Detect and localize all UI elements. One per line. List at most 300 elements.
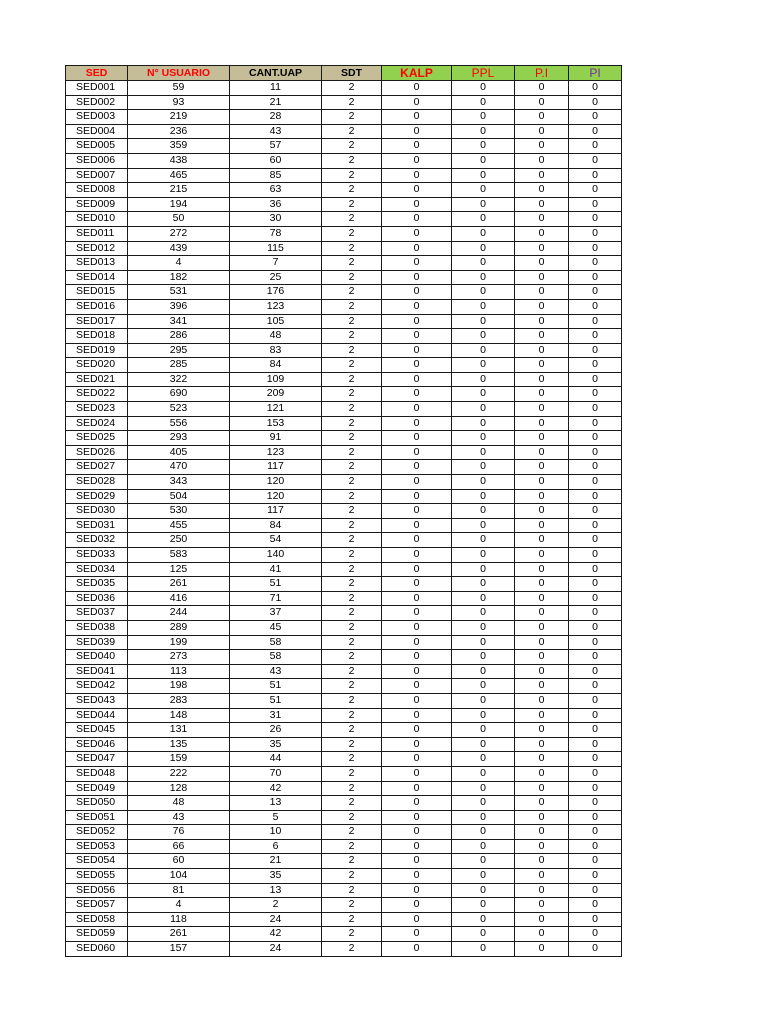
ppl-cell: 0 (452, 898, 515, 913)
pi-cell: 0 (569, 168, 622, 183)
ppl-cell: 0 (452, 752, 515, 767)
cant-uap-cell: 13 (230, 883, 322, 898)
cant-uap-cell: 63 (230, 183, 322, 198)
n-usuario-cell: 455 (128, 518, 230, 533)
ppl-cell: 0 (452, 620, 515, 635)
sed-cell: SED046 (66, 737, 128, 752)
p-i-cell: 0 (515, 898, 569, 913)
pi-cell: 0 (569, 562, 622, 577)
sed-cell: SED051 (66, 810, 128, 825)
table-row (66, 475, 622, 490)
sdt-cell: 2 (322, 489, 382, 504)
sed-header: SED (66, 66, 128, 81)
pi-cell: 0 (569, 781, 622, 796)
cant-uap-cell: 91 (230, 431, 322, 446)
n-usuario-cell: 81 (128, 883, 230, 898)
sdt-cell: 2 (322, 110, 382, 125)
p-i-cell: 0 (515, 270, 569, 285)
pi-cell: 0 (569, 212, 622, 227)
kalp-cell: 0 (382, 183, 452, 198)
ppl-cell: 0 (452, 562, 515, 577)
pi-cell: 0 (569, 241, 622, 256)
table-row (66, 110, 622, 125)
n-usuario-cell: 157 (128, 942, 230, 957)
sdt-cell: 2 (322, 664, 382, 679)
pi-cell: 0 (569, 183, 622, 198)
table-row (66, 577, 622, 592)
sed-cell: SED033 (66, 548, 128, 563)
cant-uap-cell: 176 (230, 285, 322, 300)
table-row (66, 285, 622, 300)
p-i-cell: 0 (515, 489, 569, 504)
n-usuario-cell: 289 (128, 620, 230, 635)
table-row (66, 737, 622, 752)
sdt-cell: 2 (322, 153, 382, 168)
table-row (66, 912, 622, 927)
table-row (66, 620, 622, 635)
cant-uap-cell: 10 (230, 825, 322, 840)
cant-uap-cell: 36 (230, 197, 322, 212)
table-row (66, 226, 622, 241)
n-usuario-cell: 4 (128, 898, 230, 913)
sed-cell: SED009 (66, 197, 128, 212)
n-usuario-cell: 322 (128, 372, 230, 387)
pi-cell: 0 (569, 270, 622, 285)
cant-uap-cell: 117 (230, 504, 322, 519)
kalp-cell: 0 (382, 533, 452, 548)
cant-uap-cell: 44 (230, 752, 322, 767)
cant-uap-cell: 51 (230, 679, 322, 694)
cant-uap-cell: 48 (230, 329, 322, 344)
n-usuario-cell: 438 (128, 153, 230, 168)
ppl-cell: 0 (452, 124, 515, 139)
sed-cell: SED053 (66, 839, 128, 854)
pi-cell: 0 (569, 139, 622, 154)
table-row (66, 343, 622, 358)
n-usuario-cell: 273 (128, 650, 230, 665)
kalp-cell: 0 (382, 95, 452, 110)
sed-cell: SED015 (66, 285, 128, 300)
cant-uap-cell: 51 (230, 577, 322, 592)
cant-uap-cell: 115 (230, 241, 322, 256)
cant-uap-header: CANT.UAP (230, 66, 322, 81)
n-usuario-cell: 59 (128, 81, 230, 96)
n-usuario-cell: 50 (128, 212, 230, 227)
kalp-cell: 0 (382, 839, 452, 854)
cant-uap-cell: 21 (230, 95, 322, 110)
sed-cell: SED001 (66, 81, 128, 96)
sed-cell: SED008 (66, 183, 128, 198)
cant-uap-cell: 13 (230, 796, 322, 811)
p-i-cell: 0 (515, 927, 569, 942)
pi-cell: 0 (569, 869, 622, 884)
table-row (66, 358, 622, 373)
pi-cell: 0 (569, 708, 622, 723)
cant-uap-cell: 58 (230, 635, 322, 650)
kalp-cell: 0 (382, 256, 452, 271)
kalp-cell: 0 (382, 372, 452, 387)
sdt-cell: 2 (322, 912, 382, 927)
table-row (66, 139, 622, 154)
pi-cell: 0 (569, 766, 622, 781)
table-row (66, 329, 622, 344)
cant-uap-cell: 140 (230, 548, 322, 563)
table-row (66, 372, 622, 387)
ppl-cell: 0 (452, 548, 515, 563)
sdt-cell: 2 (322, 708, 382, 723)
pi-cell: 0 (569, 372, 622, 387)
pi-cell: 0 (569, 825, 622, 840)
cant-uap-cell: 120 (230, 475, 322, 490)
table-row (66, 416, 622, 431)
kalp-cell: 0 (382, 810, 452, 825)
sed-cell: SED047 (66, 752, 128, 767)
sdt-cell: 2 (322, 124, 382, 139)
sdt-cell: 2 (322, 942, 382, 957)
n-usuario-cell: 131 (128, 723, 230, 738)
sdt-cell: 2 (322, 854, 382, 869)
n-usuario-cell: 405 (128, 445, 230, 460)
n-usuario-cell: 583 (128, 548, 230, 563)
sed-cell: SED045 (66, 723, 128, 738)
sed-cell: SED006 (66, 153, 128, 168)
table-row (66, 781, 622, 796)
n-usuario-cell: 416 (128, 591, 230, 606)
n-usuario-cell: 104 (128, 869, 230, 884)
sed-cell: SED011 (66, 226, 128, 241)
sdt-cell: 2 (322, 504, 382, 519)
sed-cell: SED050 (66, 796, 128, 811)
sed-cell: SED013 (66, 256, 128, 271)
table-row (66, 693, 622, 708)
cant-uap-cell: 153 (230, 416, 322, 431)
pi-cell: 0 (569, 650, 622, 665)
sdt-cell: 2 (322, 416, 382, 431)
kalp-cell: 0 (382, 591, 452, 606)
pi-cell: 0 (569, 358, 622, 373)
pi-cell: 0 (569, 489, 622, 504)
pi-cell: 0 (569, 839, 622, 854)
ppl-cell: 0 (452, 693, 515, 708)
table-row (66, 752, 622, 767)
ppl-cell: 0 (452, 825, 515, 840)
sdt-cell: 2 (322, 796, 382, 811)
table-row (66, 723, 622, 738)
sdt-cell: 2 (322, 518, 382, 533)
pi-cell: 0 (569, 854, 622, 869)
pi-cell: 0 (569, 299, 622, 314)
cant-uap-cell: 42 (230, 781, 322, 796)
kalp-cell: 0 (382, 212, 452, 227)
pi-cell: 0 (569, 533, 622, 548)
p-i-cell: 0 (515, 460, 569, 475)
n-usuario-cell: 343 (128, 475, 230, 490)
sed-cell: SED032 (66, 533, 128, 548)
p-i-cell: 0 (515, 562, 569, 577)
sdt-cell: 2 (322, 460, 382, 475)
p-i-cell: 0 (515, 591, 569, 606)
table-row (66, 664, 622, 679)
kalp-cell: 0 (382, 883, 452, 898)
table-row (66, 766, 622, 781)
table-row (66, 650, 622, 665)
ppl-cell: 0 (452, 153, 515, 168)
p-i-cell: 0 (515, 285, 569, 300)
kalp-cell: 0 (382, 139, 452, 154)
p-i-cell: 0 (515, 445, 569, 460)
ppl-cell: 0 (452, 766, 515, 781)
p-i-cell: 0 (515, 431, 569, 446)
sed-cell: SED043 (66, 693, 128, 708)
kalp-cell: 0 (382, 606, 452, 621)
table-row (66, 81, 622, 96)
kalp-cell: 0 (382, 766, 452, 781)
cant-uap-cell: 28 (230, 110, 322, 125)
ppl-cell: 0 (452, 869, 515, 884)
kalp-cell: 0 (382, 299, 452, 314)
ppl-cell: 0 (452, 402, 515, 417)
kalp-cell: 0 (382, 577, 452, 592)
p-i-cell: 0 (515, 226, 569, 241)
cant-uap-cell: 84 (230, 518, 322, 533)
sdt-cell: 2 (322, 168, 382, 183)
sdt-cell: 2 (322, 183, 382, 198)
cant-uap-cell: 43 (230, 664, 322, 679)
cant-uap-cell: 24 (230, 942, 322, 957)
ppl-cell: 0 (452, 241, 515, 256)
p-i-cell: 0 (515, 124, 569, 139)
n-usuario-cell: 60 (128, 854, 230, 869)
kalp-cell: 0 (382, 475, 452, 490)
n-usuario-cell: 396 (128, 299, 230, 314)
p-i-cell: 0 (515, 358, 569, 373)
n-usuario-cell: 76 (128, 825, 230, 840)
header-row (66, 66, 622, 81)
ppl-cell: 0 (452, 796, 515, 811)
n-usuario-cell: 66 (128, 839, 230, 854)
p-i-cell: 0 (515, 329, 569, 344)
cant-uap-cell: 35 (230, 869, 322, 884)
sed-cell: SED054 (66, 854, 128, 869)
table-row (66, 591, 622, 606)
table-row (66, 460, 622, 475)
ppl-cell: 0 (452, 139, 515, 154)
n-usuario-cell: 159 (128, 752, 230, 767)
cant-uap-cell: 83 (230, 343, 322, 358)
kalp-cell: 0 (382, 153, 452, 168)
pi-cell: 0 (569, 226, 622, 241)
table-row (66, 241, 622, 256)
p-i-cell: 0 (515, 650, 569, 665)
kalp-cell: 0 (382, 942, 452, 957)
p-i-cell: 0 (515, 869, 569, 884)
cant-uap-cell: 25 (230, 270, 322, 285)
pi-cell: 0 (569, 431, 622, 446)
pi-cell: 0 (569, 416, 622, 431)
cant-uap-cell: 70 (230, 766, 322, 781)
sed-cell: SED059 (66, 927, 128, 942)
kalp-cell: 0 (382, 241, 452, 256)
pi-cell: 0 (569, 110, 622, 125)
n-usuario-cell: 128 (128, 781, 230, 796)
p-i-cell: 0 (515, 387, 569, 402)
n-usuario-cell: 295 (128, 343, 230, 358)
pi-cell: 0 (569, 445, 622, 460)
sed-cell: SED038 (66, 620, 128, 635)
n-usuario-cell: 530 (128, 504, 230, 519)
ppl-cell: 0 (452, 475, 515, 490)
n-usuario-cell: 285 (128, 358, 230, 373)
pi-cell: 0 (569, 197, 622, 212)
p-i-cell: 0 (515, 839, 569, 854)
p-i-cell: 0 (515, 314, 569, 329)
p-i-cell: 0 (515, 416, 569, 431)
sdt-cell: 2 (322, 577, 382, 592)
sed-cell: SED058 (66, 912, 128, 927)
sdt-cell: 2 (322, 299, 382, 314)
n-usuario-cell: 470 (128, 460, 230, 475)
table-row (66, 299, 622, 314)
sdt-cell: 2 (322, 606, 382, 621)
ppl-cell: 0 (452, 781, 515, 796)
cant-uap-cell: 120 (230, 489, 322, 504)
p-i-cell: 0 (515, 95, 569, 110)
n-usuario-cell: 222 (128, 766, 230, 781)
kalp-cell: 0 (382, 460, 452, 475)
p-i-cell: 0 (515, 241, 569, 256)
kalp-cell: 0 (382, 693, 452, 708)
sdt-cell: 2 (322, 869, 382, 884)
pi-cell: 0 (569, 256, 622, 271)
sed-cell: SED017 (66, 314, 128, 329)
sed-cell: SED030 (66, 504, 128, 519)
kalp-cell: 0 (382, 489, 452, 504)
sed-cell: SED005 (66, 139, 128, 154)
kalp-cell: 0 (382, 781, 452, 796)
table-row (66, 548, 622, 563)
sed-cell: SED002 (66, 95, 128, 110)
table-row (66, 95, 622, 110)
ppl-cell: 0 (452, 95, 515, 110)
pi-cell: 0 (569, 752, 622, 767)
kalp-cell: 0 (382, 664, 452, 679)
sed-cell: SED020 (66, 358, 128, 373)
ppl-cell: 0 (452, 723, 515, 738)
table-row (66, 431, 622, 446)
cant-uap-cell: 11 (230, 81, 322, 96)
kalp-cell: 0 (382, 752, 452, 767)
kalp-cell: 0 (382, 620, 452, 635)
cant-uap-cell: 26 (230, 723, 322, 738)
kalp-cell: 0 (382, 723, 452, 738)
kalp-cell: 0 (382, 912, 452, 927)
table-row (66, 854, 622, 869)
pi-cell: 0 (569, 810, 622, 825)
ppl-cell: 0 (452, 518, 515, 533)
ppl-cell: 0 (452, 679, 515, 694)
p-i-cell: 0 (515, 548, 569, 563)
cant-uap-cell: 37 (230, 606, 322, 621)
kalp-cell: 0 (382, 343, 452, 358)
table-row (66, 314, 622, 329)
n-usuario-cell: 43 (128, 810, 230, 825)
sed-cell: SED039 (66, 635, 128, 650)
cant-uap-cell: 30 (230, 212, 322, 227)
cant-uap-cell: 57 (230, 139, 322, 154)
sdt-cell: 2 (322, 402, 382, 417)
cant-uap-cell: 45 (230, 620, 322, 635)
p-i-cell: 0 (515, 635, 569, 650)
pi-cell: 0 (569, 153, 622, 168)
p-i-cell: 0 (515, 737, 569, 752)
n-usuario-cell: 523 (128, 402, 230, 417)
kalp-cell: 0 (382, 445, 452, 460)
table-row (66, 168, 622, 183)
cant-uap-cell: 123 (230, 299, 322, 314)
sed-cell: SED007 (66, 168, 128, 183)
n-usuario-cell: 148 (128, 708, 230, 723)
p-i-cell: 0 (515, 343, 569, 358)
p-i-cell: 0 (515, 168, 569, 183)
n-usuario-cell: 272 (128, 226, 230, 241)
p-i-cell: 0 (515, 752, 569, 767)
ppl-cell: 0 (452, 299, 515, 314)
ppl-cell: 0 (452, 489, 515, 504)
table-row (66, 212, 622, 227)
table-row (66, 124, 622, 139)
pi-cell: 0 (569, 723, 622, 738)
n-usuario-cell: 4 (128, 256, 230, 271)
kalp-cell: 0 (382, 796, 452, 811)
n-usuario-cell: 283 (128, 693, 230, 708)
table-row (66, 810, 622, 825)
cant-uap-cell: 35 (230, 737, 322, 752)
data-table (65, 65, 622, 957)
sed-cell: SED052 (66, 825, 128, 840)
pi-cell: 0 (569, 912, 622, 927)
sed-cell: SED004 (66, 124, 128, 139)
sdt-cell: 2 (322, 285, 382, 300)
ppl-cell: 0 (452, 912, 515, 927)
sdt-cell: 2 (322, 212, 382, 227)
n-usuario-cell: 113 (128, 664, 230, 679)
pi-cell: 0 (569, 796, 622, 811)
n-usuario-header: N° USUARIO (128, 66, 230, 81)
pi-cell: 0 (569, 475, 622, 490)
table-row (66, 489, 622, 504)
n-usuario-cell: 93 (128, 95, 230, 110)
sed-cell: SED023 (66, 402, 128, 417)
table-row (66, 942, 622, 957)
ppl-cell: 0 (452, 942, 515, 957)
ppl-cell: 0 (452, 854, 515, 869)
sdt-cell: 2 (322, 372, 382, 387)
sdt-cell: 2 (322, 766, 382, 781)
sed-cell: SED025 (66, 431, 128, 446)
sed-cell: SED012 (66, 241, 128, 256)
ppl-cell: 0 (452, 314, 515, 329)
ppl-cell: 0 (452, 591, 515, 606)
sed-cell: SED027 (66, 460, 128, 475)
pi-cell: 0 (569, 124, 622, 139)
n-usuario-cell: 250 (128, 533, 230, 548)
table-row (66, 533, 622, 548)
sed-cell: SED031 (66, 518, 128, 533)
p-i-cell: 0 (515, 723, 569, 738)
p-i-cell: 0 (515, 766, 569, 781)
p-i-cell: 0 (515, 197, 569, 212)
sed-cell: SED036 (66, 591, 128, 606)
